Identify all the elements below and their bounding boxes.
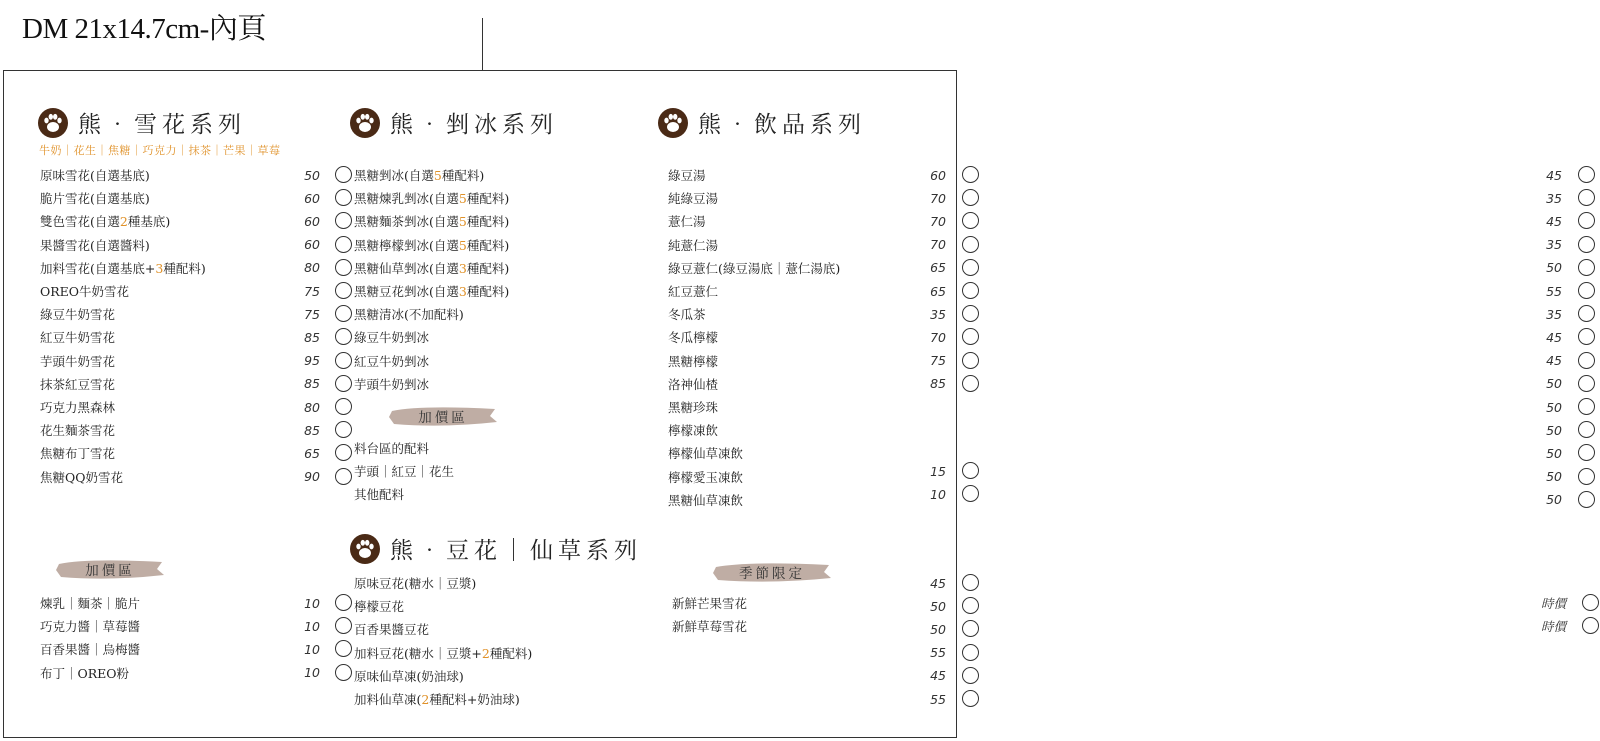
menu-item-row bbox=[40, 303, 353, 325]
item-name-text: 百香果醬豆花 bbox=[354, 622, 430, 638]
menu-item-row bbox=[40, 419, 353, 441]
order-checkbox[interactable] bbox=[335, 640, 352, 657]
order-checkbox[interactable] bbox=[335, 594, 352, 611]
menu-item-row bbox=[668, 303, 1596, 325]
menu-item-row bbox=[668, 326, 1596, 348]
order-checkbox[interactable] bbox=[1578, 189, 1595, 206]
item-name bbox=[354, 597, 404, 615]
item-name-suffix: 種配料) bbox=[466, 237, 510, 253]
menu-item-row bbox=[40, 164, 353, 186]
item-name bbox=[354, 212, 509, 230]
section-title: 熊‧豆花｜仙草系列 bbox=[390, 538, 642, 564]
highlight-number: 5 bbox=[458, 214, 467, 230]
brush-label bbox=[388, 403, 498, 429]
item-name bbox=[354, 236, 509, 254]
menu-item-row bbox=[668, 187, 1596, 209]
item-name-suffix: 種配料) bbox=[466, 191, 510, 207]
item-name bbox=[40, 166, 150, 184]
highlight-number: 3 bbox=[458, 260, 467, 276]
item-name-text: 加料豆花(糖水｜豆漿+ bbox=[354, 645, 482, 661]
item-price: 50 bbox=[304, 167, 320, 183]
item-name bbox=[668, 398, 718, 416]
item-name-text: 黑糖珍珠 bbox=[668, 400, 719, 415]
order-checkbox[interactable] bbox=[335, 398, 352, 415]
item-price: 85 bbox=[930, 376, 946, 392]
item-name bbox=[40, 212, 170, 230]
item-name-text: 加料雪花(自選基底+ bbox=[40, 260, 156, 276]
item-name bbox=[40, 444, 115, 462]
section-header-snow bbox=[38, 106, 246, 139]
order-checkbox[interactable] bbox=[1578, 305, 1595, 322]
item-name-text: 原味仙草凍(奶油球) bbox=[354, 668, 464, 684]
item-name-text: 冬瓜茶 bbox=[668, 307, 706, 323]
item-price: 70 bbox=[930, 329, 946, 345]
item-price: 60 bbox=[304, 237, 320, 253]
item-price: 65 bbox=[930, 260, 946, 276]
item-name bbox=[668, 375, 718, 393]
item-name bbox=[354, 620, 429, 638]
item-name-text: 加料仙草凍( bbox=[354, 692, 422, 707]
order-checkbox[interactable] bbox=[1578, 398, 1595, 415]
item-name bbox=[354, 282, 509, 300]
menu-item-row bbox=[672, 592, 1600, 614]
highlight-number: 3 bbox=[155, 260, 164, 276]
order-checkbox[interactable] bbox=[1578, 444, 1595, 461]
item-price: 45 bbox=[930, 668, 946, 684]
item-price: 55 bbox=[930, 645, 946, 661]
item-name-text: 檸檬豆花 bbox=[354, 599, 405, 615]
item-name-text: 巧克力黑森林 bbox=[40, 400, 116, 415]
item-price: 60 bbox=[304, 213, 320, 229]
order-checkbox[interactable] bbox=[1582, 594, 1599, 611]
menu-item-row bbox=[668, 164, 1596, 186]
item-name-text: 脆片雪花(自選基底) bbox=[40, 191, 150, 207]
item-price: 時價 bbox=[1540, 596, 1566, 611]
brush-label bbox=[55, 556, 165, 582]
menu-item-row bbox=[40, 210, 353, 232]
highlight-number: 3 bbox=[458, 284, 467, 299]
item-name-suffix: 種配料) bbox=[466, 284, 510, 299]
order-checkbox[interactable] bbox=[335, 305, 352, 322]
item-price: 55 bbox=[1546, 283, 1562, 299]
order-checkbox[interactable] bbox=[962, 690, 979, 707]
order-checkbox[interactable] bbox=[335, 328, 352, 345]
order-checkbox[interactable] bbox=[335, 166, 352, 183]
section-title: 熊‧剉冰系列 bbox=[390, 112, 558, 138]
item-price: 35 bbox=[1546, 306, 1562, 322]
item-price: 85 bbox=[304, 376, 320, 392]
item-name: 百香果醬｜烏梅醬 bbox=[40, 642, 141, 658]
item-price: 50 bbox=[1546, 422, 1562, 438]
item-name bbox=[668, 305, 706, 323]
item-name: 煉乳｜麵茶｜脆片 bbox=[40, 596, 141, 611]
item-name-suffix: 種基底) bbox=[127, 214, 171, 230]
item-name bbox=[40, 352, 115, 370]
menu-item-row bbox=[668, 280, 1596, 302]
menu-item-row bbox=[40, 662, 353, 684]
order-checkbox[interactable] bbox=[335, 189, 352, 206]
item-name-suffix: 種配料) bbox=[466, 214, 510, 230]
highlight-number: 5 bbox=[458, 237, 467, 253]
menu-item-row bbox=[40, 257, 353, 279]
item-name-text: 黑糖剉冰(自選 bbox=[354, 168, 434, 183]
order-checkbox[interactable] bbox=[1578, 352, 1595, 369]
menu-item-row bbox=[40, 396, 353, 418]
item-name bbox=[668, 444, 743, 462]
item-name-text: 原味雪花(自選基底) bbox=[40, 168, 150, 183]
item-name-text: 檸檬凍飲 bbox=[668, 423, 719, 439]
item-name-text: 冬瓜檸檬 bbox=[668, 330, 719, 346]
item-name-suffix: 種配料) bbox=[163, 260, 206, 276]
menu-item-row bbox=[40, 592, 353, 614]
item-price: 75 bbox=[304, 306, 320, 322]
menu-item-row bbox=[668, 419, 1596, 441]
order-checkbox[interactable] bbox=[1578, 328, 1595, 345]
item-name bbox=[354, 574, 476, 592]
item-name bbox=[668, 189, 718, 207]
item-price: 45 bbox=[1546, 353, 1562, 369]
item-price: 50 bbox=[1546, 260, 1562, 276]
item-price: 45 bbox=[930, 575, 946, 591]
item-name bbox=[668, 491, 743, 509]
menu-item-row bbox=[40, 280, 353, 302]
item-name-text: 綠豆牛奶雪花 bbox=[40, 307, 116, 323]
menu-item-row bbox=[40, 615, 353, 637]
menu-item-row bbox=[668, 396, 1596, 418]
item-price: 50 bbox=[1546, 445, 1562, 461]
item-name bbox=[40, 421, 115, 439]
item-name bbox=[354, 690, 520, 708]
order-checkbox[interactable] bbox=[335, 421, 352, 438]
order-checkbox[interactable] bbox=[1578, 236, 1595, 253]
order-checkbox[interactable] bbox=[335, 236, 352, 253]
item-name bbox=[354, 644, 532, 662]
item-name-text: 原味豆花(糖水｜豆漿) bbox=[354, 576, 477, 591]
item-price: 80 bbox=[304, 260, 320, 276]
menu-item-row bbox=[668, 486, 1596, 511]
item-name bbox=[354, 328, 429, 346]
menu-item-row bbox=[40, 326, 353, 348]
brush-label-text: 加價區 bbox=[85, 563, 135, 579]
order-checkbox[interactable] bbox=[1578, 282, 1595, 299]
order-checkbox[interactable] bbox=[962, 667, 979, 684]
order-checkbox[interactable] bbox=[1578, 491, 1595, 508]
item-name bbox=[354, 305, 464, 323]
order-checkbox[interactable] bbox=[1582, 617, 1599, 634]
item-name bbox=[668, 352, 718, 370]
item-name-text: 芋頭牛奶剉冰 bbox=[354, 376, 430, 392]
item-name-text: 綠豆湯 bbox=[668, 168, 706, 183]
brush-label bbox=[712, 559, 832, 585]
item-price: 50 bbox=[1546, 376, 1562, 392]
item-name-text: 焦糖QQ奶雪花 bbox=[40, 469, 123, 485]
item-name-text: 薏仁湯 bbox=[668, 214, 706, 230]
item-name bbox=[40, 468, 123, 486]
item-name-suffix: 種配料+奶油球) bbox=[429, 692, 520, 707]
item-name bbox=[668, 468, 743, 486]
item-price: 時價 bbox=[1540, 619, 1566, 635]
item-name-text: 綠豆薏仁(綠豆湯底｜薏仁湯底) bbox=[668, 260, 841, 276]
item-name-text: 黑糖清冰(不加配料) bbox=[354, 307, 464, 323]
menu-item-row bbox=[40, 234, 353, 256]
section-header-drink bbox=[658, 106, 866, 139]
section-title: 熊‧飲品系列 bbox=[698, 112, 866, 138]
order-checkbox[interactable] bbox=[335, 664, 352, 681]
order-checkbox[interactable] bbox=[1578, 259, 1595, 276]
item-name-text: 紅豆牛奶剉冰 bbox=[354, 353, 430, 369]
order-checkbox[interactable] bbox=[1578, 421, 1595, 438]
item-name-text: 黑糖麵茶剉冰(自選 bbox=[354, 214, 459, 230]
item-price: 10 bbox=[304, 618, 320, 634]
order-checkbox[interactable] bbox=[1578, 375, 1595, 392]
section-title: 熊‧雪花系列 bbox=[78, 112, 246, 138]
order-checkbox[interactable] bbox=[335, 375, 352, 392]
menu-item-row bbox=[668, 210, 1596, 232]
item-name: 芋頭｜紅豆｜花生 bbox=[354, 464, 455, 479]
item-name-text: 黑糖仙草剉冰(自選 bbox=[354, 260, 459, 276]
item-price: 95 bbox=[304, 353, 320, 369]
menu-item-row bbox=[668, 234, 1596, 256]
item-price: 85 bbox=[304, 422, 320, 438]
item-name bbox=[354, 352, 429, 370]
item-name bbox=[354, 667, 464, 685]
fold-mark bbox=[482, 18, 483, 70]
item-price: 85 bbox=[304, 329, 320, 345]
item-price: 70 bbox=[930, 213, 946, 229]
item-name-text: 黑糖檸檬剉冰(自選 bbox=[354, 237, 459, 253]
item-name-text: 黑糖檸檬 bbox=[668, 353, 719, 369]
item-name-text: 綠豆牛奶剉冰 bbox=[354, 330, 430, 346]
item-name-text: 黑糖仙草凍飲 bbox=[668, 492, 744, 508]
item-price: 10 bbox=[304, 641, 320, 657]
item-price: 45 bbox=[1546, 213, 1562, 229]
paw-icon bbox=[658, 108, 688, 138]
item-price: 35 bbox=[930, 306, 946, 322]
item-price: 60 bbox=[930, 167, 946, 183]
order-checkbox[interactable] bbox=[962, 644, 979, 661]
order-checkbox[interactable] bbox=[335, 212, 352, 229]
order-checkbox[interactable] bbox=[335, 617, 352, 634]
item-name-text: 純薏仁湯 bbox=[668, 237, 719, 253]
item-name bbox=[40, 398, 115, 416]
menu-item-row bbox=[354, 688, 980, 710]
item-name-text: 黑糖煉乳剉冰(自選 bbox=[354, 191, 459, 207]
item-name bbox=[40, 189, 150, 207]
dm-size-title: DM 21x14.7cm-內頁 bbox=[22, 13, 266, 45]
item-price: 45 bbox=[1546, 167, 1562, 183]
highlight-number: 5 bbox=[433, 168, 442, 183]
menu-item-row bbox=[354, 642, 980, 664]
item-name bbox=[668, 259, 840, 277]
item-price: 55 bbox=[930, 691, 946, 707]
menu-item-row bbox=[40, 638, 353, 660]
item-name: 新鮮芒果雪花 bbox=[672, 596, 748, 611]
item-name bbox=[354, 259, 509, 277]
item-name: 布丁｜OREO粉 bbox=[40, 665, 130, 681]
item-name-text: 焦糖布丁雪花 bbox=[40, 446, 116, 462]
item-name-text: 檸檬愛玉凍飲 bbox=[668, 469, 744, 485]
item-name bbox=[40, 375, 115, 393]
flavor-tags: 牛奶｜花生｜焦糖｜巧克力｜抹茶｜芒果｜草莓 bbox=[39, 144, 281, 157]
menu-item-row bbox=[668, 442, 1596, 464]
addon-note: 料台區的配料 bbox=[354, 441, 430, 456]
brush-label-text: 季節限定 bbox=[739, 566, 805, 582]
item-name-text: 純綠豆湯 bbox=[668, 191, 719, 207]
item-price: 50 bbox=[930, 621, 946, 637]
item-price: 75 bbox=[304, 283, 320, 299]
item-price: 35 bbox=[1546, 237, 1562, 253]
item-price: 75 bbox=[930, 353, 946, 369]
order-checkbox[interactable] bbox=[962, 574, 979, 591]
menu-item-row bbox=[40, 187, 353, 209]
paw-icon bbox=[350, 534, 380, 564]
menu-item-row bbox=[354, 572, 980, 594]
item-price: 10 bbox=[304, 665, 320, 681]
item-name bbox=[668, 236, 718, 254]
order-checkbox[interactable] bbox=[1578, 468, 1595, 485]
highlight-number: 2 bbox=[421, 692, 430, 707]
item-price: 70 bbox=[930, 237, 946, 253]
paw-icon bbox=[38, 108, 68, 138]
menu-item-row bbox=[668, 257, 1596, 279]
section-header-ice bbox=[350, 106, 558, 139]
order-checkbox[interactable] bbox=[335, 352, 352, 369]
item-name bbox=[40, 236, 150, 254]
item-name bbox=[668, 282, 718, 300]
item-price: 50 bbox=[930, 598, 946, 614]
item-name: 其他配料 bbox=[354, 487, 405, 503]
brush-label-text: 加價區 bbox=[418, 410, 468, 426]
item-name-suffix: 種配料) bbox=[466, 260, 510, 276]
highlight-number: 5 bbox=[458, 191, 467, 207]
item-price: 50 bbox=[1546, 469, 1562, 485]
item-name-text: 洛神仙楂 bbox=[668, 376, 719, 392]
menu-item-row bbox=[40, 466, 353, 488]
item-price: 65 bbox=[930, 283, 946, 299]
order-checkbox[interactable] bbox=[1578, 166, 1595, 183]
item-name-text: 黑糖豆花剉冰(自選 bbox=[354, 284, 459, 299]
item-price: 50 bbox=[1546, 492, 1562, 508]
menu-item-row bbox=[40, 373, 353, 395]
section-header-tofu bbox=[350, 532, 642, 565]
item-name-text: 果醬雪花(自選醬料) bbox=[40, 237, 150, 253]
item-price: 70 bbox=[930, 190, 946, 206]
item-name-text: 紅豆牛奶雪花 bbox=[40, 330, 116, 346]
item-name bbox=[40, 305, 115, 323]
item-name-text: 檸檬仙草凍飲 bbox=[668, 446, 744, 462]
item-price: 45 bbox=[1546, 329, 1562, 345]
item-price: 60 bbox=[304, 190, 320, 206]
item-name bbox=[668, 212, 706, 230]
order-checkbox[interactable] bbox=[335, 444, 352, 461]
item-name-text: 抹茶紅豆雪花 bbox=[40, 376, 116, 392]
item-name-suffix: 種配料) bbox=[441, 168, 485, 183]
item-price: 65 bbox=[304, 445, 320, 461]
item-name bbox=[354, 166, 484, 184]
item-price: 10 bbox=[304, 595, 320, 611]
menu-item-row bbox=[668, 373, 1596, 395]
highlight-number: 2 bbox=[119, 214, 128, 230]
item-name: 巧克力醬｜草莓醬 bbox=[40, 619, 141, 635]
item-name bbox=[668, 421, 718, 439]
menu-item-row bbox=[40, 350, 353, 372]
menu-item-row bbox=[354, 665, 980, 687]
order-checkbox[interactable] bbox=[335, 468, 352, 485]
menu-item-row bbox=[668, 463, 1596, 488]
item-name-text: 雙色雪花(自選 bbox=[40, 214, 120, 230]
item-name bbox=[40, 282, 129, 300]
item-name bbox=[40, 328, 115, 346]
menu-item-row bbox=[672, 615, 1600, 637]
menu-item-row bbox=[668, 350, 1596, 372]
item-name bbox=[668, 166, 706, 184]
item-price: 80 bbox=[304, 399, 320, 415]
menu-item-row bbox=[40, 442, 353, 464]
item-price: 90 bbox=[304, 469, 320, 485]
item-name-text: 紅豆薏仁 bbox=[668, 284, 719, 299]
item-name-text: 花生麵茶雪花 bbox=[40, 423, 116, 439]
item-name-text: 芋頭牛奶雪花 bbox=[40, 353, 116, 369]
paw-icon bbox=[350, 108, 380, 138]
order-checkbox[interactable] bbox=[1578, 212, 1595, 229]
order-checkbox[interactable] bbox=[335, 259, 352, 276]
item-price: 35 bbox=[1546, 190, 1562, 206]
item-price: 50 bbox=[1546, 399, 1562, 415]
highlight-number: 2 bbox=[481, 645, 490, 661]
order-checkbox[interactable] bbox=[335, 282, 352, 299]
item-price: 10 bbox=[930, 486, 946, 502]
item-name bbox=[354, 189, 509, 207]
item-name-text: OREO牛奶雪花 bbox=[40, 284, 130, 299]
item-name bbox=[668, 328, 718, 346]
item-name bbox=[40, 259, 206, 277]
item-name-suffix: 種配料) bbox=[489, 645, 533, 661]
item-price: 15 bbox=[930, 463, 946, 479]
item-name bbox=[354, 375, 429, 393]
item-name: 新鮮草莓雪花 bbox=[672, 619, 748, 635]
